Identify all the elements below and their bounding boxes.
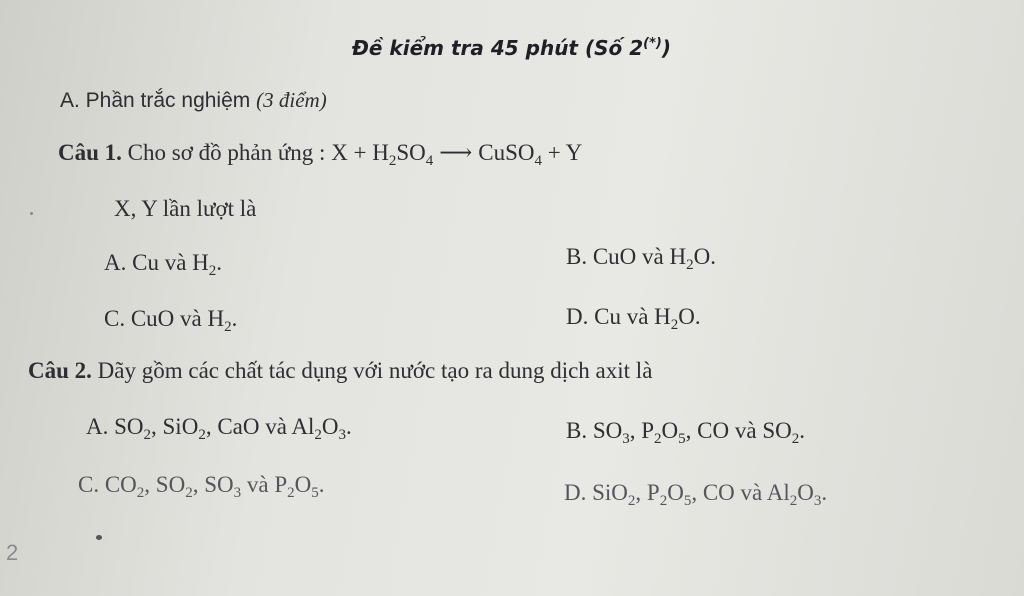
q1-c-tail: . [231, 306, 238, 331]
ink-speck [30, 212, 33, 215]
q1-b-sub: 2 [686, 257, 694, 273]
q2-b-t3: O [661, 418, 679, 443]
q2-option-b [566, 418, 805, 447]
title-footnote-mark: (*) [643, 36, 662, 51]
q2-d-t3: O [667, 480, 684, 505]
eq-sub-3: 4 [534, 153, 543, 169]
q2-c-t1: C. CO [78, 472, 137, 497]
question-1-label: Câu 1. [58, 140, 122, 165]
q2-a-t5: . [346, 414, 352, 439]
ink-dot [96, 535, 102, 540]
title-number: 2 [629, 36, 644, 60]
q2-b-t2: , P [629, 418, 655, 443]
q2-option-a [86, 414, 352, 443]
q1-d-sub: 2 [670, 317, 679, 333]
q1-option-c [104, 306, 238, 335]
q2-c-s5: 5 [311, 485, 319, 501]
q2-d-t4: , CO và Al [691, 480, 790, 505]
q1-option-d [566, 304, 701, 333]
q2-b-t4: , CO và SO [685, 418, 792, 443]
eq-sub-1: 2 [388, 153, 397, 169]
q2-b-t5: . [799, 418, 805, 443]
q2-d-t2: , P [635, 480, 660, 505]
q2-d-t6: . [821, 480, 828, 505]
q2-option-d [564, 480, 828, 509]
q1-a-sub: 2 [208, 263, 217, 279]
question-2 [28, 358, 652, 384]
q2-b-s3: 5 [678, 431, 686, 447]
eq-lhs-2: SO [396, 140, 426, 165]
q1-c-sub: 2 [224, 319, 232, 335]
q2-d-t5: O [797, 480, 814, 505]
q1-c-text: C. CuO và H [104, 306, 225, 331]
q1-a-tail: . [216, 250, 223, 275]
q1-option-b [566, 244, 716, 273]
q2-c-t4: và P [241, 472, 288, 497]
q2-c-s1: 2 [136, 485, 145, 501]
q2-a-s1: 2 [143, 427, 152, 443]
question-1-stem: X, Y lần lượt là [114, 196, 257, 221]
q2-d-t1: D. SiO [564, 480, 628, 505]
q2-a-t3: , CaO và Al [205, 414, 315, 439]
q2-d-s5: 3 [813, 493, 822, 509]
page-title [352, 36, 671, 60]
q2-a-t1: A. SO [86, 414, 144, 439]
reaction-arrow: ⟶ [439, 140, 473, 165]
q2-a-t4: O [321, 414, 339, 439]
question-1-text: Cho sơ đồ phản ứng : [127, 140, 326, 165]
q2-c-s4: 2 [287, 485, 295, 501]
section-points: (3 điểm) [256, 88, 327, 112]
q2-c-t5: O [294, 472, 312, 497]
q2-b-t1: B. SO [566, 418, 623, 443]
eq-lhs-1: X + H [331, 140, 389, 165]
q2-a-s2: 2 [198, 427, 206, 443]
q1-d-text: D. Cu và H [566, 304, 671, 329]
q2-d-s3: 5 [683, 493, 692, 509]
q2-d-s1: 2 [627, 493, 636, 509]
eq-sub-2: 4 [425, 153, 434, 169]
section-heading [60, 88, 327, 113]
q1-b-text: B. CuO và H [566, 244, 687, 269]
q1-b-tail: O. [693, 244, 716, 269]
section-label: A. Phần trắc nghiệm [60, 89, 251, 112]
question-1 [58, 140, 583, 169]
q1-option-a [104, 250, 223, 279]
question-2-text: Dãy gồm các chất tác dụng với nước tạo ra dung dịch axit là [97, 358, 653, 383]
q2-b-s1: 3 [622, 431, 630, 447]
q2-d-s2: 2 [659, 493, 668, 509]
reaction-equation [331, 140, 583, 169]
q2-a-t2: , SiO [151, 414, 199, 439]
eq-rhs-2: + Y [547, 140, 583, 165]
q2-b-s2: 2 [654, 431, 662, 447]
q1-a-text: A. Cu và H [104, 250, 209, 275]
question-2-label: Câu 2. [28, 358, 92, 383]
q2-b-s4: 2 [791, 431, 800, 447]
q2-c-t2: , SO [144, 472, 186, 497]
q2-a-s3: 2 [314, 427, 322, 443]
q1-d-tail: O. [678, 304, 701, 329]
title-text: Đề kiểm tra 45 phút (Số [352, 36, 630, 60]
q2-a-s4: 3 [338, 427, 347, 443]
q2-c-t6: . [318, 472, 325, 497]
margin-mark: 2 [6, 540, 19, 565]
q2-option-c [78, 472, 325, 501]
q2-c-s3: 3 [233, 485, 242, 501]
title-close: ) [661, 36, 671, 60]
eq-rhs-1: CuSO [478, 140, 535, 165]
q2-d-s4: 2 [789, 493, 798, 509]
q2-c-t3: , SO [192, 472, 234, 497]
q2-c-s2: 2 [185, 485, 193, 501]
